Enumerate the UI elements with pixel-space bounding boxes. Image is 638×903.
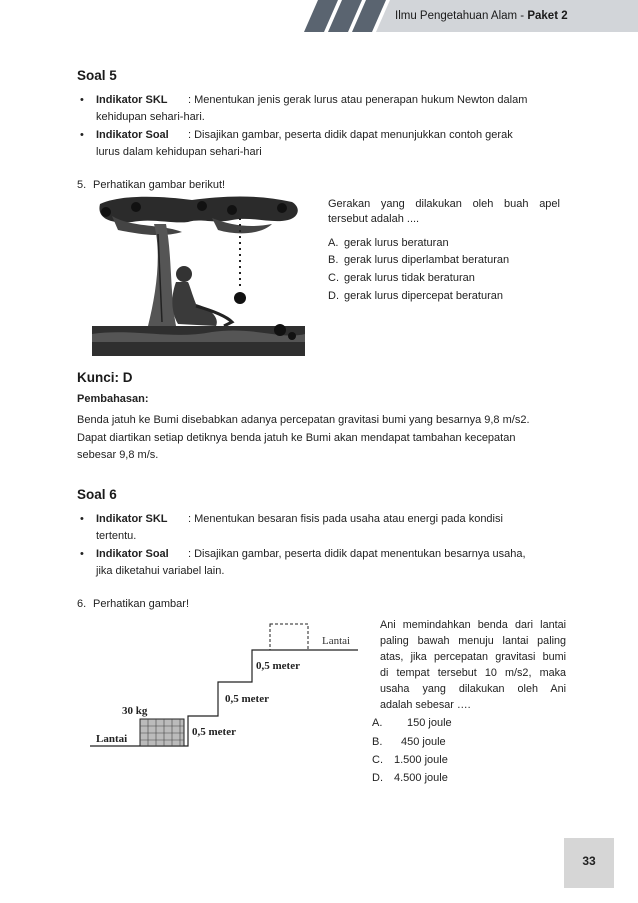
soal6-option-c: 1.500 joule: [394, 754, 448, 766]
soal6-question-number: 6.: [77, 598, 87, 610]
soal5-discussion-line: sebesar 9,8 m/s.: [77, 449, 159, 461]
soal5-option-c: gerak lurus tidak beraturan: [344, 272, 475, 284]
page-number: 33: [582, 854, 596, 868]
soal6-question-line: di tempat tersebut 10 m/s2, maka: [380, 667, 566, 679]
soal6-question-line: Ani memindahkan benda dari lantai: [380, 619, 566, 631]
soal6-question-intro: Perhatikan gambar!: [93, 598, 189, 610]
soal6-skl-text-cont: tertentu.: [96, 530, 137, 542]
soal6-skl-text: : Menentukan besaran fisis pada usaha atau energi pada kondisi: [188, 513, 503, 525]
bullet-dot: •: [80, 548, 84, 560]
diagram-label-mass: 30 kg: [122, 705, 148, 717]
soal6-title: Soal 6: [77, 487, 117, 502]
soal6-option-letter: C.: [372, 754, 383, 766]
soal6-question-line: atas, jika percepatan gravitasi bumi: [380, 651, 566, 663]
diagram-label-step2: 0,5 meter: [225, 693, 269, 705]
diagram-label-lantai-top: Lantai: [322, 635, 351, 647]
soal6-option-a: 150 joule: [407, 717, 452, 729]
header-title: Ilmu Pengetahuan Alam - Paket 2: [395, 10, 568, 22]
soal6-question-line: adalah sebesar ….: [380, 699, 471, 711]
soal5-option-letter: C.: [328, 272, 339, 284]
bullet-dot: •: [80, 513, 84, 525]
apple-tree-illustration: [92, 194, 305, 356]
soal6-question-line: usaha yang dilakukan oleh Ani: [380, 683, 566, 695]
soal6-option-letter: D.: [372, 772, 383, 784]
soal6-option-b: 450 joule: [401, 736, 446, 748]
soal5-soal-label: Indikator Soal: [96, 129, 169, 141]
soal5-option-d: gerak lurus dipercepat beraturan: [344, 290, 503, 302]
soal6-option-letter: B.: [372, 736, 383, 748]
soal5-option-b: gerak lurus diperlambat beraturan: [344, 254, 510, 266]
diagram-label-step3: 0,5 meter: [256, 660, 300, 672]
soal5-title: Soal 5: [77, 68, 117, 83]
soal5-skl-text: : Menentukan jenis gerak lurus atau penerapan hukum Newton dalam: [188, 94, 528, 106]
soal5-question-intro: Perhatikan gambar berikut!: [93, 179, 226, 191]
soal5-question-number: 5.: [77, 179, 87, 191]
soal6-soal-text: : Disajikan gambar, peserta didik dapat menentukan besarnya usaha,: [188, 548, 526, 560]
soal5-option-letter: B.: [328, 254, 339, 266]
soal6-question-line: paling bawah menuju lantai paling: [380, 635, 566, 647]
diagram-label-lantai-bottom: Lantai: [96, 733, 128, 745]
soal6-soal-label: Indikator Soal: [96, 548, 169, 560]
diagram-label-step1: 0,5 meter: [192, 726, 236, 738]
header-banner: [0, 0, 638, 44]
bullet-dot: •: [80, 129, 84, 141]
soal5-skl-label: Indikator SKL: [96, 94, 168, 106]
soal5-answer-key: Kunci: D: [77, 370, 133, 385]
soal5-discussion-line: Dapat diartikan setiap detiknya benda jatuh ke Bumi akan mendapat tambahan kecepatan: [77, 432, 516, 444]
soal6-soal-text-cont: jika diketahui variabel lain.: [96, 565, 225, 577]
soal6-option-letter: A.: [372, 717, 383, 729]
soal5-option-a: gerak lurus beraturan: [344, 237, 449, 249]
soal5-soal-text: : Disajikan gambar, peserta didik dapat menunjukkan contoh gerak: [188, 129, 513, 141]
soal5-option-letter: D.: [328, 290, 339, 302]
bullet-dot: •: [80, 94, 84, 106]
soal5-discussion-line: Benda jatuh ke Bumi disebabkan adanya percepatan gravitasi bumi yang besarnya 9,8 m/s2.: [77, 414, 530, 426]
soal5-skl-text-cont: kehidupan sehari-hari.: [96, 111, 205, 123]
soal5-question-text-1: Gerakan yang dilakukan oleh buah apel: [328, 198, 560, 210]
soal5-question-text-2: tersebut adalah ....: [328, 213, 420, 225]
soal5-soal-text-cont: lurus dalam kehidupan sehari-hari: [96, 146, 262, 158]
soal5-option-letter: A.: [328, 237, 339, 249]
soal5-discussion-label: Pembahasan:: [77, 393, 149, 405]
soal6-option-d: 4.500 joule: [394, 772, 448, 784]
soal6-skl-label: Indikator SKL: [96, 513, 168, 525]
